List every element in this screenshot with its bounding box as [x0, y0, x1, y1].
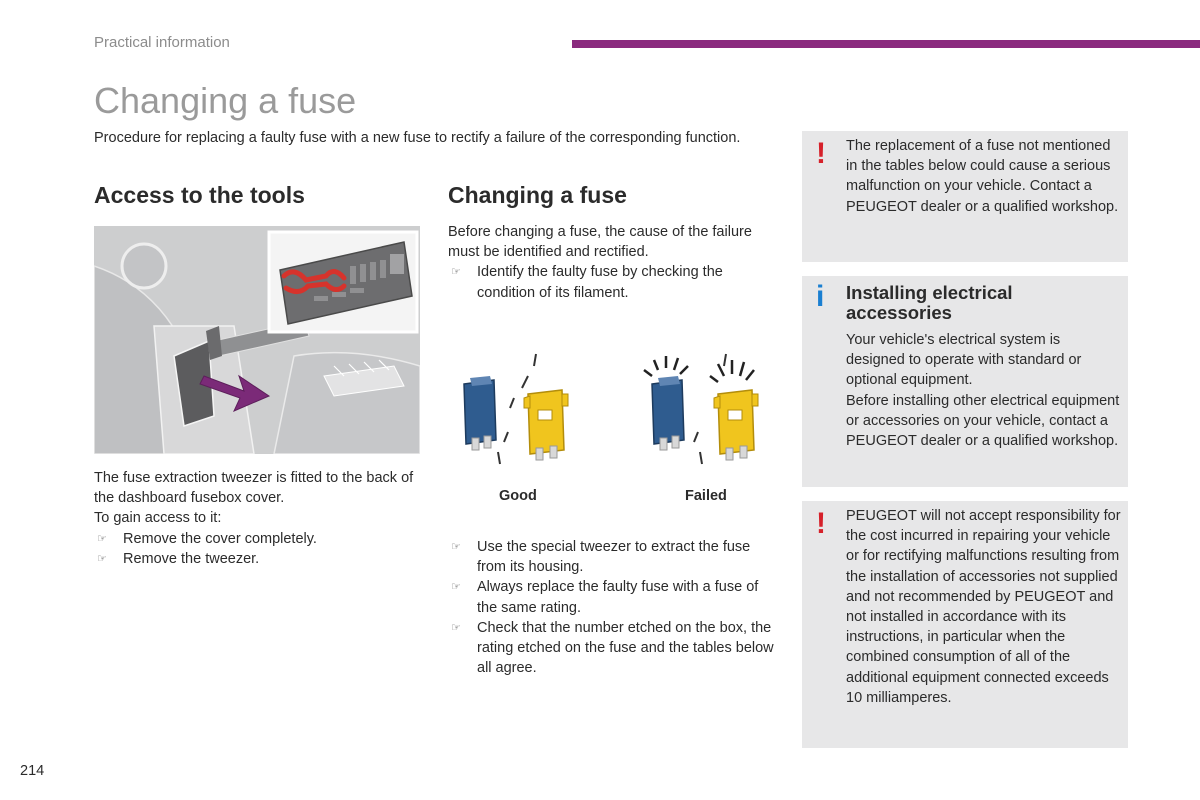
pointing-hand-icon: ☞ — [97, 532, 107, 545]
changing-paragraph: Before changing a fuse, the cause of the failure must be identified and rectified. — [448, 224, 752, 261]
section-label: Practical information — [94, 34, 230, 51]
dashboard-fusebox-illustration — [94, 226, 420, 454]
failed-fuse-illustration — [644, 354, 758, 464]
header-accent-bar — [572, 40, 1200, 48]
access-heading: Access to the tools — [94, 182, 305, 208]
good-fuse-illustration — [464, 354, 568, 464]
info-paragraph: Your vehicle's electrical system is designed to operate with standard or optional equipment. — [846, 332, 1082, 389]
warning-text: PEUGEOT will not accept responsibility for the cost incurred in repairing your vehicle or for rectifying malfunctions resulting from the installation of accessories not supplied and not recommended by PEUGEOT and not installed in accordance with its instructions, in particular when the combined consumption of all of the additional equipment connected exceeds 10 milliamperes. — [846, 508, 1121, 706]
good-fuse-label: Good — [499, 488, 537, 504]
failed-fuse-label: Failed — [685, 488, 727, 504]
list-item: ☞ Always replace the faulty fuse with a fuse of the same rating. — [451, 579, 759, 616]
warning-text: The replacement of a fuse not mentioned in the tables below could cause a serious malfunction on your vehicle. Contact a PEUGEOT dealer or a qualified workshop. — [846, 138, 1119, 215]
list-item: ☞ Remove the tweezer. — [94, 549, 424, 569]
pointing-hand-icon: ☞ — [451, 581, 461, 594]
info-icon: i — [816, 280, 825, 313]
pointing-hand-icon: ☞ — [97, 552, 107, 565]
list-item: ☞ Check that the number etched on the box, the rating etched on the fuse and the tables below all agree. — [451, 619, 774, 677]
pointing-hand-icon: ☞ — [451, 266, 461, 279]
info-text — [846, 330, 1122, 451]
info-paragraph: Before installing other electrical equipment or accessories on your vehicle, contact a PEUGEOT dealer or a qualified workshop. — [846, 392, 1120, 450]
pointing-hand-icon: ☞ — [451, 621, 461, 634]
page-number: 214 — [20, 763, 45, 779]
page-title: Changing a fuse — [94, 80, 357, 121]
changing-steps — [448, 537, 778, 678]
access-text — [94, 468, 424, 569]
info-box — [802, 276, 1128, 487]
changing-intro-text — [448, 222, 778, 303]
access-paragraph: To gain access to it: — [94, 510, 222, 527]
changing-heading: Changing a fuse — [448, 182, 627, 208]
fuse-comparison-illustration — [448, 346, 778, 476]
warning-box — [802, 501, 1128, 748]
list-item: ☞ Use the special tweezer to extract the fuse from its housing. — [451, 539, 751, 576]
access-paragraph: The fuse extraction tweezer is fitted to the back of the dashboard fusebox cover. — [94, 470, 414, 507]
intro-text: Procedure for replacing a faulty fuse with a new fuse to rectify a failure of the corresponding function. — [94, 130, 741, 146]
list-item: ☞ Remove the cover completely. — [94, 529, 424, 549]
warning-icon: ! — [816, 137, 826, 170]
warning-icon: ! — [816, 507, 826, 540]
warning-box — [802, 131, 1128, 262]
pointing-hand-icon: ☞ — [451, 541, 461, 553]
info-title: Installing electrical accessories — [846, 282, 1013, 323]
list-item: ☞ Identify the faulty fuse by checking the condition of its filament. — [451, 264, 723, 301]
